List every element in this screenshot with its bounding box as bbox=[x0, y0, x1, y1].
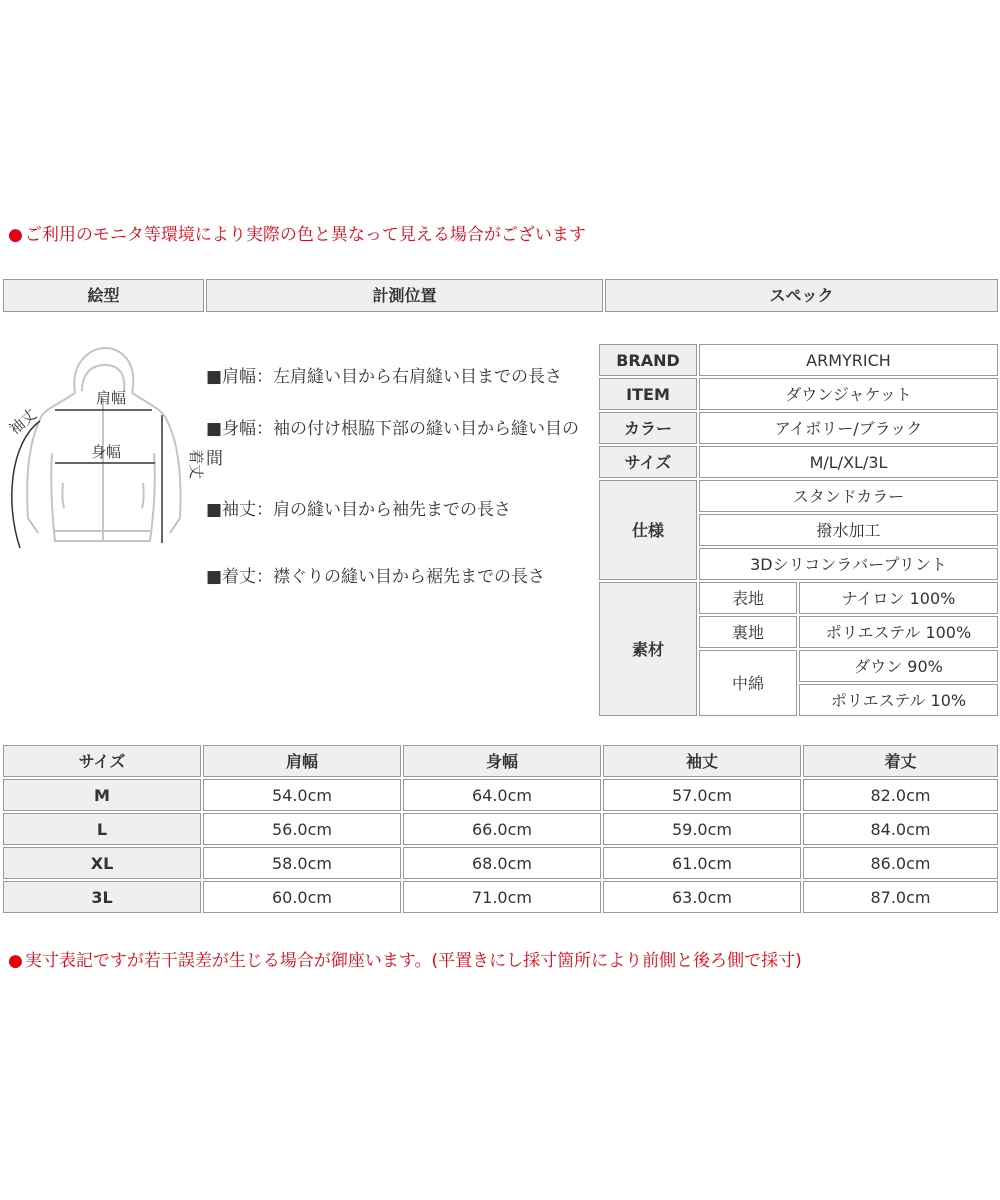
bullet-icon: ● bbox=[8, 951, 23, 971]
size-cell: 60.0cm bbox=[203, 881, 401, 913]
jacket-diagram bbox=[0, 343, 205, 563]
color-disclaimer-text: ご利用のモニタ等環境により実際の色と異なって見える場合がございます bbox=[24, 225, 586, 245]
material-padding-label: 中綿 bbox=[699, 650, 797, 716]
material-padding-value: ポリエステル 10% bbox=[799, 684, 998, 716]
size-cell: 64.0cm bbox=[403, 779, 601, 811]
size-cell: 59.0cm bbox=[603, 813, 801, 845]
size-header-size: サイズ bbox=[3, 745, 201, 777]
size-cell: 82.0cm bbox=[803, 779, 998, 811]
spec-label-color: カラー bbox=[599, 412, 697, 444]
spec-row-item bbox=[599, 378, 998, 410]
spec-row-feature bbox=[599, 480, 998, 512]
spec-label-size: サイズ bbox=[599, 446, 697, 478]
header-illustration: 絵型 bbox=[3, 279, 204, 312]
header-measurement-position: 計測位置 bbox=[206, 279, 603, 312]
measure-sleeve: ■袖丈：肩の縫い目から袖先までの長さ bbox=[206, 500, 512, 520]
size-header-shoulder: 肩幅 bbox=[203, 745, 401, 777]
size-cell: 57.0cm bbox=[603, 779, 801, 811]
size-cell: 54.0cm bbox=[203, 779, 401, 811]
bullet-icon: ● bbox=[8, 225, 23, 245]
size-header-sleeve: 袖丈 bbox=[603, 745, 801, 777]
size-cell: 71.0cm bbox=[403, 881, 601, 913]
material-outer-label: 表地 bbox=[699, 582, 797, 614]
size-cell: 56.0cm bbox=[203, 813, 401, 845]
spec-feature-item: スタンドカラー bbox=[699, 480, 998, 512]
size-cell: 66.0cm bbox=[403, 813, 601, 845]
size-cell: 58.0cm bbox=[203, 847, 401, 879]
spec-row-size bbox=[599, 446, 998, 478]
measure-length: ■着丈：襟ぐりの縫い目から裾先までの長さ bbox=[206, 567, 546, 587]
size-cell: 87.0cm bbox=[803, 881, 998, 913]
table-row bbox=[3, 881, 998, 913]
material-lining-label: 裏地 bbox=[699, 616, 797, 648]
material-lining-value: ポリエステル 100% bbox=[799, 616, 998, 648]
spec-row-brand bbox=[599, 344, 998, 376]
header-spec: スペック bbox=[605, 279, 998, 312]
size-table bbox=[1, 743, 1000, 915]
measure-body: ■身幅：袖の付け根脇下部の縫い目から縫い目の間 bbox=[206, 419, 580, 469]
measurement-disclaimer-text: 実寸表記ですが若干誤差が生じる場合が御座います。(平置きにし採寸箇所により前側と後ろ側で採寸) bbox=[24, 951, 802, 971]
spec-label-features: 仕様 bbox=[599, 480, 697, 580]
size-cell: 63.0cm bbox=[603, 881, 801, 913]
spec-label-material: 素材 bbox=[599, 582, 697, 716]
material-outer-value: ナイロン 100% bbox=[799, 582, 998, 614]
material-padding-value: ダウン 90% bbox=[799, 650, 998, 682]
size-cell: 68.0cm bbox=[403, 847, 601, 879]
color-disclaimer-note bbox=[8, 224, 586, 246]
body-label: 身幅 bbox=[91, 443, 122, 461]
size-cell-size: L bbox=[3, 813, 201, 845]
spec-value-item: ダウンジャケット bbox=[699, 378, 998, 410]
spec-row-material bbox=[599, 582, 998, 614]
size-header-length: 着丈 bbox=[803, 745, 998, 777]
size-cell-size: 3L bbox=[3, 881, 201, 913]
size-cell-size: XL bbox=[3, 847, 201, 879]
spec-label-item: ITEM bbox=[599, 378, 697, 410]
size-header-body: 身幅 bbox=[403, 745, 601, 777]
spec-label-brand: BRAND bbox=[599, 344, 697, 376]
measure-shoulder: ■肩幅：左肩縫い目から右肩縫い目までの長さ bbox=[206, 367, 563, 387]
measurement-disclaimer-note bbox=[8, 950, 802, 972]
size-cell-size: M bbox=[3, 779, 201, 811]
size-cell: 86.0cm bbox=[803, 847, 998, 879]
spec-feature-item: 撥水加工 bbox=[699, 514, 998, 546]
length-label: 着丈 bbox=[187, 449, 205, 480]
table-row bbox=[3, 779, 998, 811]
spec-value-color: アイボリー/ブラック bbox=[699, 412, 998, 444]
spec-feature-item: 3Dシリコンラバープリント bbox=[699, 548, 998, 580]
table-row bbox=[3, 813, 998, 845]
section-header-table bbox=[1, 277, 1000, 314]
size-table-header-row bbox=[3, 745, 998, 777]
size-cell: 84.0cm bbox=[803, 813, 998, 845]
spec-table bbox=[597, 342, 1000, 718]
spec-value-brand: ARMYRICH bbox=[699, 344, 998, 376]
spec-row-color bbox=[599, 412, 998, 444]
spec-value-size: M/L/XL/3L bbox=[699, 446, 998, 478]
table-row bbox=[3, 847, 998, 879]
shoulder-label: 肩幅 bbox=[96, 389, 127, 407]
size-cell: 61.0cm bbox=[603, 847, 801, 879]
sleeve-label: 袖丈 bbox=[5, 405, 41, 439]
